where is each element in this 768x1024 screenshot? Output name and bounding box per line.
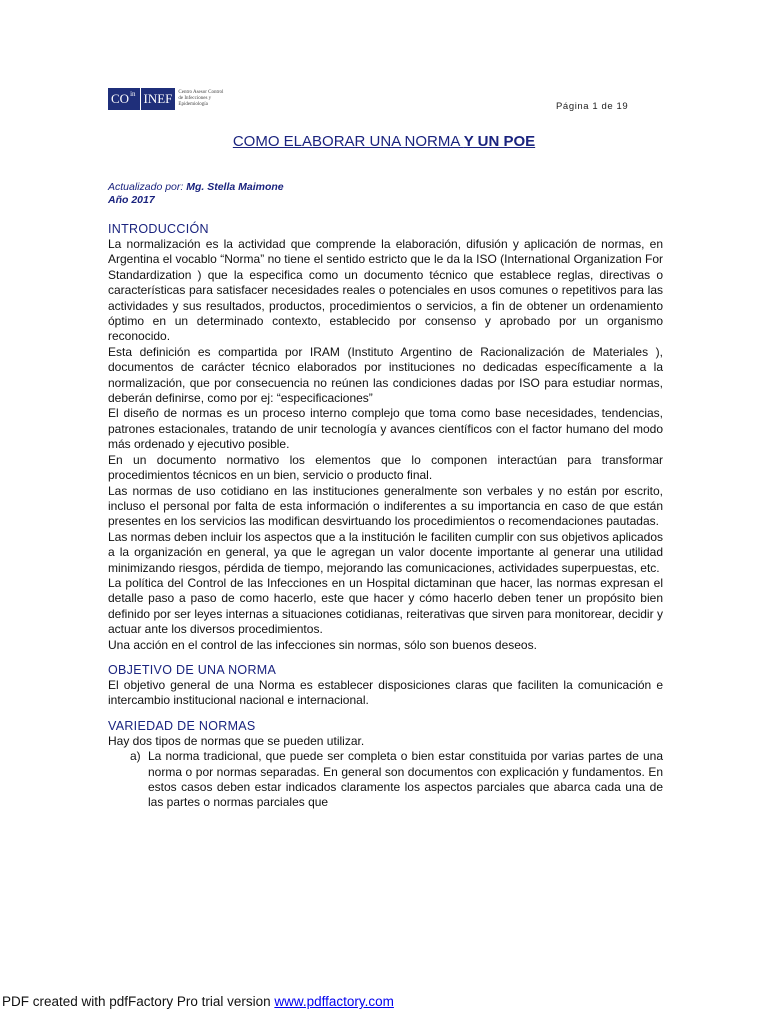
intro-paragraph-2: Esta definición es compartida por IRAM (Instituto Argentino de Racionalización de Materiales ), documentos de carácter técnico elaborados por instituciones no dedicadas específicamente a la normalización, que por consecuencia no reúnen las condiciones dadas por ISO para estudiar normas, deberán definirse, como por ej: “especificaciones”	[108, 344, 663, 406]
intro-paragraph-6: Las normas deben incluir los aspectos que a la institución le faciliten cumplir con sus objetivos aplicados a la organización en general, ya que le agregan un valor docente importante al generar una utilidad minimizando riesgos, pérdida de tiempo, mejorando las comunicaciones, actividades superpuestas, etc.	[108, 529, 663, 575]
logo	[108, 88, 228, 110]
logo-mark-inef	[141, 88, 176, 110]
list-item-label: a)	[130, 749, 141, 764]
updated-author: Mg. Stella Maimone	[183, 181, 284, 193]
pdf-footer	[2, 994, 394, 1009]
objective-paragraph: El objetivo general de una Norma es establecer disposiciones claras que faciliten la comunicación e intercambio institucional nacional e internacional.	[108, 677, 663, 708]
intro-paragraph-8: Una acción en el control de las infecciones sin normas, sólo son buenos deseos.	[108, 637, 537, 652]
logo-mark	[108, 88, 140, 110]
logo-inef: INEF	[143, 91, 173, 106]
intro-paragraph-3: El diseño de normas es un proceso interno complejo que toma como base necesidades, tendencias, patrones estacionales, tratando de unir tecnología y avances científicos con el factor humano del modo más ordenado y ejecutivo posible.	[108, 406, 663, 452]
list-item	[130, 749, 663, 811]
footer-link[interactable]: www.pdffactory.com	[274, 994, 394, 1009]
intro-paragraph-1: La normalización es la actividad que comprende la elaboración, difusión y aplicación de normas, en Argentina el vocablo “Norma” no tiene el sentido estricto que le da la ISO (International Organization For Standardization ) que la especifica como un documento técnico que establece reglas, directivas o características para satisfacer necesidades reales o potenciales en usos comunes o repetitivos para las actividades y sus resultados, productos, procedimientos o servicios, a fin de obtener un ordenamiento óptimo en un determinado contexto, establecido por consenso y aprobado por un organismo reconocido.	[108, 237, 663, 344]
updated-year: Año 2017	[108, 194, 155, 206]
updated-label: Actualizado por:	[108, 181, 184, 193]
title-part-2: Y UN POE	[463, 133, 536, 150]
page-number: Página 1 de 19	[556, 101, 629, 112]
intro-heading: INTRODUCCIÓN	[108, 222, 209, 236]
variety-heading: VARIEDAD DE NORMAS	[108, 718, 256, 733]
logo-co: CO	[111, 91, 130, 106]
logo-caption: Centro Asesor Control de Infecciones y Epidemiología	[178, 90, 224, 107]
document-body	[108, 221, 663, 811]
list-item-text: La norma tradicional, que puede ser completa o bien estar constituida por varias partes de una norma o por normas separadas. En general son documentos con explicación y fundamentos. En estos casos deben estar indicados claramente los aspectos parciales que abarca cada una de las partes o normas parciales que	[148, 749, 663, 810]
footer-text: PDF created with pdfFactory Pro trial version	[2, 994, 275, 1009]
updated-line	[108, 181, 284, 194]
objective-heading: OBJETIVO DE UNA NORMA	[108, 662, 277, 677]
intro-paragraph-7: La política del Control de las Infecciones en un Hospital dictaminan que hacer, las normas expresan el detalle paso a paso de como hacerlo, este que hacer y cómo hacerlo deben tener un propósito bien definido por ser leyes internas a situaciones cotidianas, reiterativas que sirven para monitorear, decidir y actuar ante los diversos procedimientos.	[108, 575, 663, 637]
logo-small: in	[130, 90, 136, 98]
variety-intro: Hay dos tipos de normas que se pueden utilizar.	[108, 733, 365, 748]
intro-paragraph-5: Las normas de uso cotidiano en las instituciones generalmente son verbales y no están por escrito, incluso el personal por falta de esta información o indiferentes a su importancia en caso de que están presentes en los servicios las modifican desvirtuando los procedimientos o recomendaciones pautadas.	[108, 483, 663, 529]
title-part-1: COMO ELABORAR UNA NORMA	[232, 133, 464, 150]
spacer	[108, 709, 663, 718]
page-title	[0, 133, 768, 150]
updated-block	[108, 181, 284, 207]
intro-paragraph-4: En un documento normativo los elementos que lo componen interactúan para transformar procedimientos técnicos en un bien, servicio o producto final.	[108, 452, 663, 483]
spacer	[108, 653, 663, 662]
